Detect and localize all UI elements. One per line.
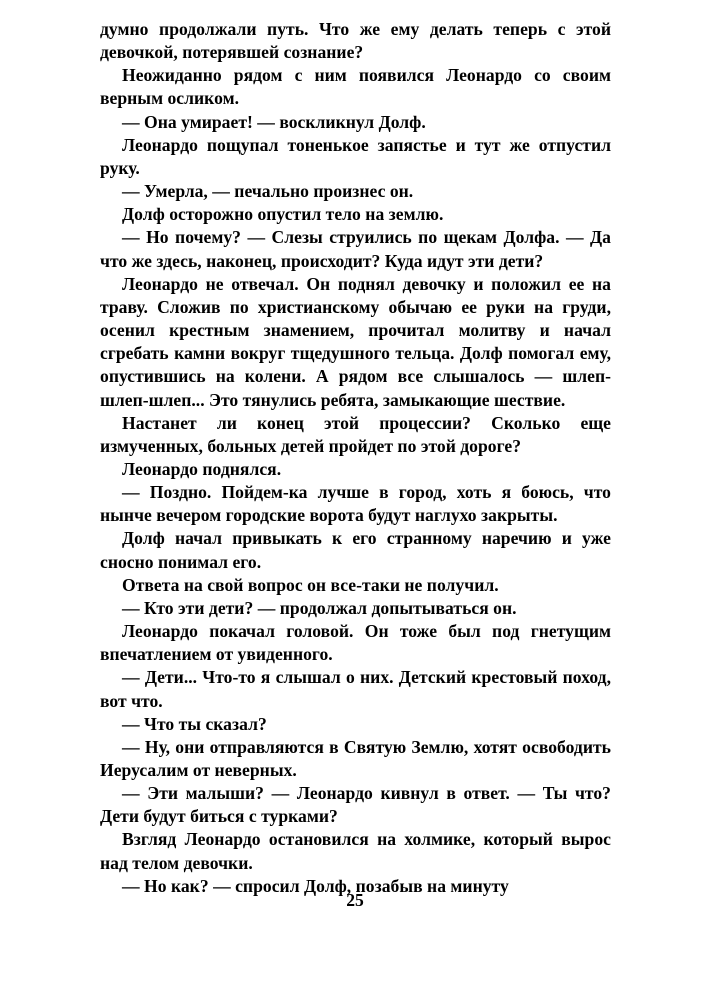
paragraph: Долф осторожно опустил тело на землю. — [122, 204, 444, 225]
paragraph: — Она умирает! — воскликнул Долф. — [122, 111, 426, 132]
paragraph: — Что ты сказал? — [122, 713, 267, 734]
paragraph: — Эти малыши? — Леонардо кивнул в ответ. — Ты что? Дети будут биться с турками? — [100, 783, 611, 827]
paragraph: Долф начал привыкать к его странному наречию и уже сносно понимал его. — [100, 528, 611, 572]
paragraph: — Умерла, — печально произнес он. — [122, 181, 414, 202]
paragraph: Леонардо не отвечал. Он поднял девочку и положил ее на траву. Сложив по христианскому обычаю ее руки на груди, осенил крестным знамением, прочитал молитву и начал сгребать камни вокруг тщедушного тельца. Долф помогал ему, опустившись на колени. А рядом все слышалось — шлеп-шлеп-шлеп... Это тянулись ребята, замыкающие шествие. — [100, 273, 611, 410]
paragraph: Взгляд Леонардо остановился на холмике, который вырос над телом девочки. — [100, 829, 611, 873]
paragraph: Неожиданно рядом с ним появился Леонардо со своим верным осликом. — [100, 65, 611, 109]
paragraph: Ответа на свой вопрос он все-таки не получил. — [122, 574, 499, 595]
paragraph: — Но почему? — Слезы струились по щекам Долфа. — Да что же здесь, наконец, происходит? Куда идут эти дети? — [100, 227, 611, 271]
paragraph: думно продолжали путь. Что же ему делать теперь с этой девочкой, потерявшей сознание? — [100, 19, 611, 63]
paragraph: — Но как? — спросил Долф, позабыв на минуту — [122, 875, 509, 896]
paragraph: — Ну, они отправляются в Святую Землю, хотят освободить Иерусалим от неверных. — [100, 736, 611, 780]
paragraph: Леонардо покачал головой. Он тоже был под гнетущим впечатлением от увиденного. — [100, 621, 611, 665]
page-number: 25 — [346, 890, 364, 910]
paragraph: Леонардо пощупал тоненькое запястье и тут же отпустил руку. — [100, 134, 611, 178]
paragraph: — Кто эти дети? — продолжал допытываться он. — [122, 597, 517, 618]
paragraph: Леонардо поднялся. — [122, 458, 282, 479]
paragraph: — Поздно. Пойдем-ка лучше в город, хоть я боюсь, что нынче вечером городские ворота будут наглухо закрыты. — [100, 482, 611, 526]
paragraph: Настанет ли конец этой процессии? Сколько еще измученных, больных детей пройдет по этой дороге? — [100, 412, 611, 456]
paragraph: — Дети... Что-то я слышал о них. Детский крестовый поход, вот что. — [100, 667, 611, 711]
page-body-text — [100, 18, 611, 898]
